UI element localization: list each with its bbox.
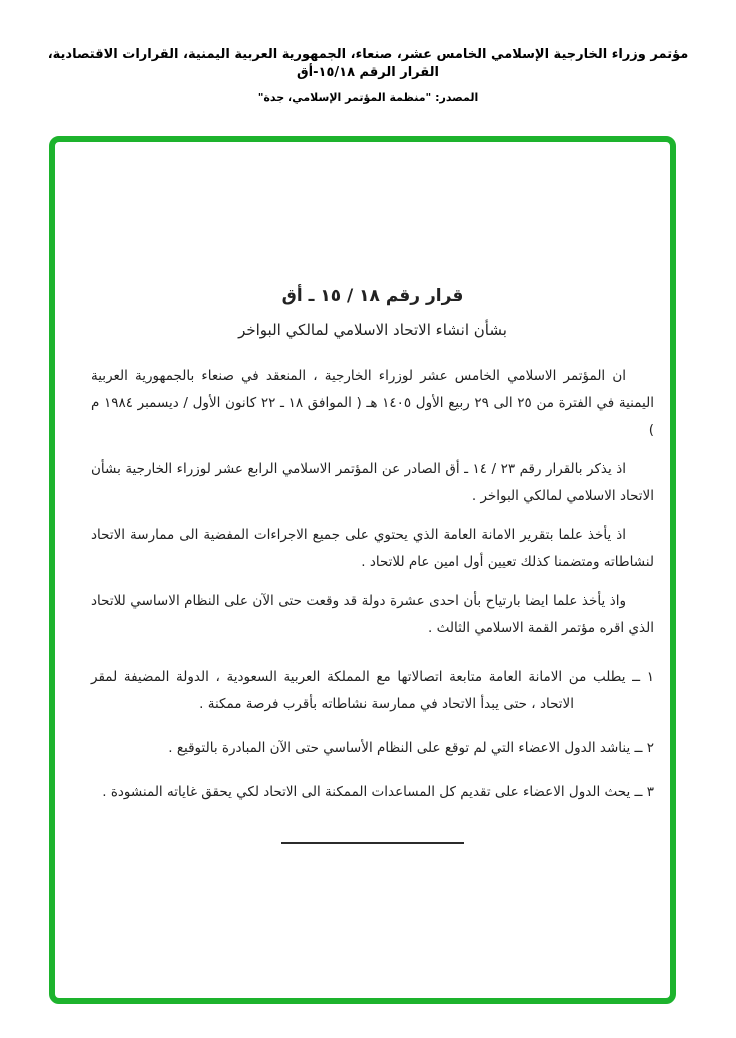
source-header <box>0 0 736 104</box>
operative-clause-3: ٣ ــ يحث الدول الاعضاء على تقديم كل المساعدات الممكنة الى الاتحاد لكي يحقق غاياته المنشودة . <box>102 784 654 801</box>
operative-clause-1: ١ ــ يطلب من الامانة العامة متابعة اتصالاتها مع المملكة العربية السعودية ، الدولة المضيفة لمقر الاتحاد ، حتى يبدأ الاتحاد في ممارسة نشاطاته بأقرب فرصة ممكنة . <box>91 669 654 713</box>
resolution-number-title: قرار رقم ١٨ / ١٥ ـ أق <box>281 286 464 307</box>
header-source: المصدر: "منظمة المؤتمر الإسلامي، جدة" <box>257 91 479 105</box>
document-scan-frame <box>49 136 676 1004</box>
header-citation: مؤتمر وزراء الخارجية الإسلامي الخامس عشر، صنعاء، الجمهورية العربية اليمنية، القرارات الاقتصادية، القرار الرقم ١٥/١٨-أق <box>47 47 689 81</box>
document-content <box>55 142 670 844</box>
preamble-paragraph-3: اذ يأخذ علما بتقرير الامانة العامة الذي يحتوي على جميع الاجراءات المفضية الى ممارسة الاتحاد لنشاطاته ومتضمنا كذلك تعيين أول امين عام للاتحاد . <box>91 527 654 571</box>
closing-divider <box>281 842 464 844</box>
operative-clause-2: ٢ ــ يناشد الدول الاعضاء التي لم توقع على النظام الأساسي حتى الآن المبادرة بالتوقيع . <box>168 740 654 757</box>
preamble-paragraph-4: واذ يأخذ علما ايضا بارتياح بأن احدى عشرة دولة قد وقعت حتى الآن على النظام الاساسي للاتحاد الذي اقره مؤتمر القمة الاسلامي الثالث . <box>91 593 654 637</box>
resolution-subject: بشأن انشاء الاتحاد الاسلامي لمالكي البواخر <box>238 321 507 340</box>
preamble-paragraph-1: ان المؤتمر الاسلامي الخامس عشر لوزراء الخارجية ، المنعقد في صنعاء بالجمهورية العربية اليمنية في الفترة من ٢٥ الى ٢٩ ربيع الأول ١٤٠٥ هـ ( الموافق ١٨ ـ ٢٢ كانون الأول / ديسمبر ١٩٨٤ م ) <box>91 368 654 439</box>
preamble-paragraph-2: اذ يذكر بالقرار رقم ٢٣ / ١٤ ـ أق الصادر عن المؤتمر الاسلامي الرابع عشر لوزراء الخارجية بشأن الاتحاد الاسلامي لمالكي البواخر . <box>91 461 654 505</box>
